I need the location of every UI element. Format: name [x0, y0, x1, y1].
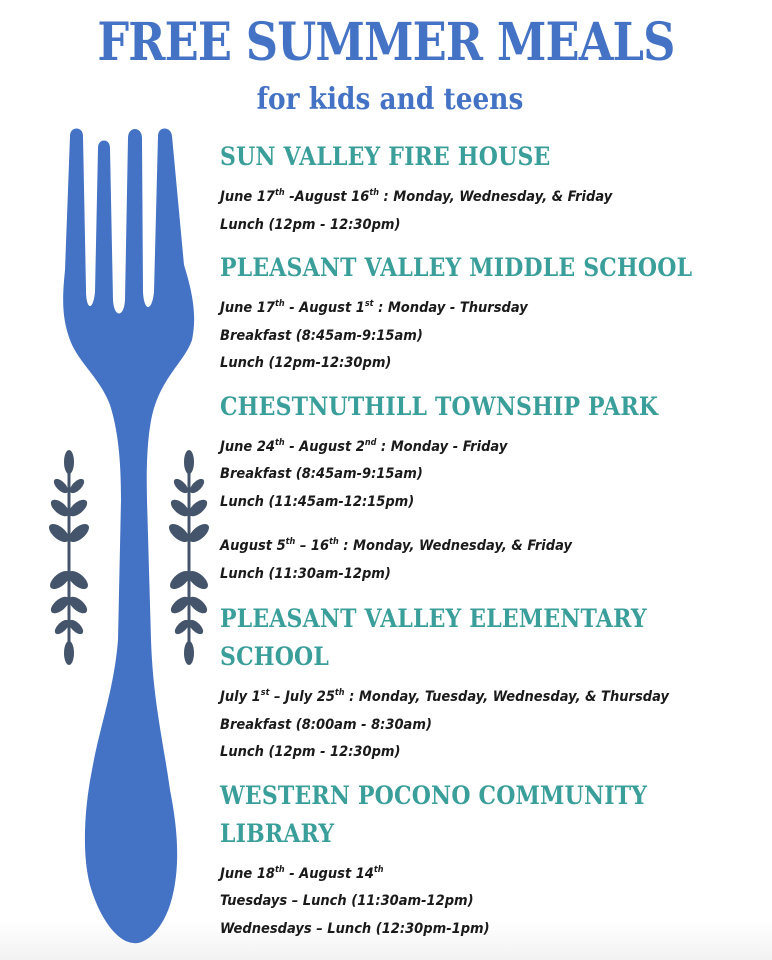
site-meal-time: Lunch (11:30am-12pm) — [220, 565, 391, 582]
site-meal-time: Lunch (12pm - 12:30pm) — [220, 216, 401, 233]
site-meal-time: Lunch (11:45am-12:15pm) — [220, 493, 415, 510]
site-sun-valley-fire-house — [220, 138, 765, 239]
sprig-icon — [46, 450, 92, 665]
page-subtitle: for kids and teens — [256, 82, 524, 117]
site-heading: PLEASANT VALLEY MIDDLE SCHOOL — [220, 253, 693, 282]
page-title: FREE SUMMER MEALS — [97, 12, 675, 73]
site-meal-time: Tuesdays – Lunch (11:30am-12pm) — [220, 893, 474, 909]
site-heading-line-2: LIBRARY — [220, 818, 335, 848]
site-date-range: July 1st – July 25th : Monday, Tuesday, Wednesday, & Thursday — [220, 688, 669, 705]
site-meal-time: Breakfast (8:45am-9:15am) — [220, 466, 423, 482]
site-meal-time: Breakfast (8:00am - 8:30am) — [220, 716, 432, 733]
site-date-range: August 5th – 16th : Monday, Wednesday, & Friday — [220, 537, 573, 554]
meal-sites-list — [220, 138, 765, 943]
site-western-pocono-community-library — [220, 777, 765, 944]
site-heading-line-1: WESTERN POCONO COMMUNITY — [220, 780, 648, 810]
site-heading: SUN VALLEY FIRE HOUSE — [220, 142, 551, 171]
site-pleasant-valley-elementary-school — [220, 600, 765, 767]
site-heading-line-1: PLEASANT VALLEY ELEMENTARY — [220, 604, 647, 633]
site-date-range: June 17th - August 1st : Monday - Thursday — [220, 299, 528, 316]
site-date-range: June 18th - August 14th — [220, 864, 384, 882]
site-meal-time: Breakfast (8:45am-9:15am) — [220, 327, 423, 344]
site-meal-time: Lunch (12pm-12:30pm) — [220, 355, 392, 371]
site-chestnuthill-township-park — [220, 388, 765, 589]
site-date-range: June 17th -August 16th : Monday, Wednesday, & Friday — [220, 188, 613, 205]
site-meal-time: Lunch (12pm - 12:30pm) — [220, 744, 401, 760]
site-meal-time: Wednesdays – Lunch (12:30pm-1pm) — [220, 920, 490, 937]
site-heading: CHESTNUTHILL TOWNSHIP PARK — [220, 391, 659, 421]
decorative-artwork — [0, 0, 220, 960]
site-pleasant-valley-middle-school — [220, 249, 765, 378]
site-date-range: June 24th - August 2nd : Monday - Friday — [220, 437, 508, 455]
site-heading-line-2: SCHOOL — [220, 642, 330, 671]
sprig-icon — [166, 450, 212, 665]
